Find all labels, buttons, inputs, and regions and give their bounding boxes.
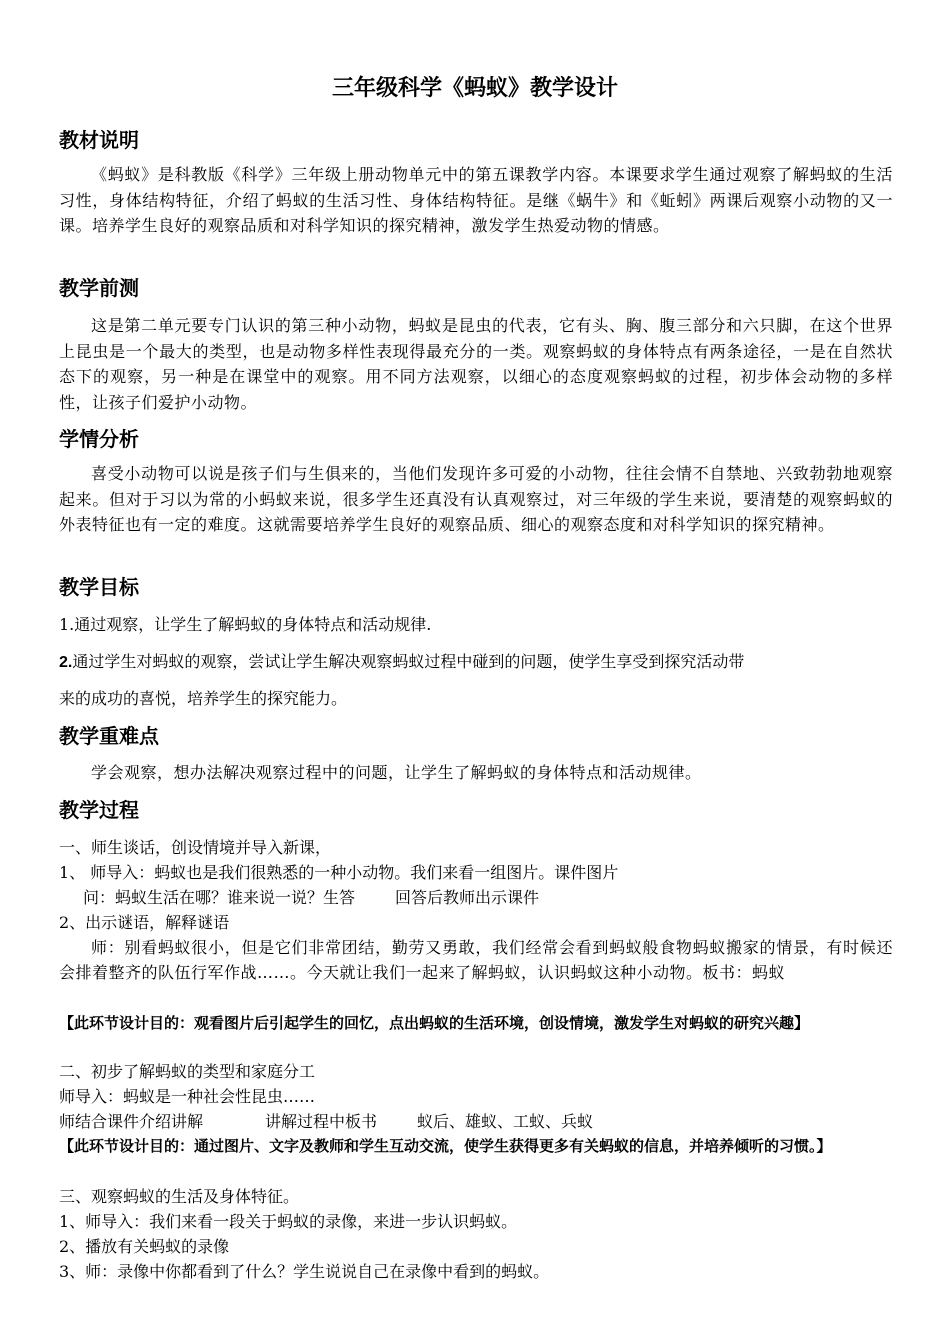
- process-line-11: 2、播放有关蚂蚁的录像: [59, 1237, 230, 1256]
- process-line-3-question: 问：蚂蚁生活在哪？谁来说一说？生答: [83, 888, 356, 907]
- section-body-textbook: 《蚂蚁》是科教版《科学》三年级上册动物单元中的第五课教学内容。本课要求学生通过观察了解蚂蚁的生活习性，身体结构特征，介绍了蚂蚁的生活习性、身体结构特征。是继《蜗牛》和《蚯蚓》两课后观察小动物的又一课。培养学生良好的观察品质和对科学知识的探究精神，激发学生热爱动物的情感。: [59, 165, 893, 235]
- section-body-analysis: 喜受小动物可以说是孩子们与生俱来的，当他们发现许多可爱的小动物，往往会情不自禁地、兴致勃勃地观察起来。但对于习以为常的小蚂蚁来说，很多学生还真没有认真观察过，对三年级的学生来说，要清楚的观察蚂蚁的外表特征也有一定的难度。这就需要培养学生良好的观察品质、细心的观察态度和对科学知识的探究精神。: [59, 464, 893, 534]
- process-line-8-part-b: 讲解过程中板书: [265, 1112, 378, 1131]
- design-note-2: 【此环节设计目的：通过图片、文字及教师和学生互动交流，使学生获得更多有关蚂蚁的信息，并培养倾听的习惯。】: [59, 1137, 832, 1155]
- section-heading-key-points: 教学重难点: [59, 724, 159, 748]
- section-heading-process: 教学过程: [59, 798, 139, 822]
- process-line-8: [59, 1109, 899, 1134]
- process-line-1: 一、师生谈话，创设情境并导入新课，: [59, 838, 332, 857]
- section-body-key-points: 学会观察，想办法解决观察过程中的问题，让学生了解蚂蚁的身体特点和活动规律。: [91, 763, 702, 782]
- process-paragraph-riddle: 师：别看蚂蚁很小，但是它们非常团结，勤劳又勇敢，我们经常会看到蚂蚁般食物蚂蚁搬家的情景，有时候还会排着整齐的队伍行军作战……。今天就让我们一起来了解蚂蚁，认识蚂蚁这种小动物。板书：蚂蚁: [59, 938, 893, 982]
- section-heading-textbook: 教材说明: [59, 128, 139, 152]
- document-title: 三年级科学《蚂蚁》教学设计: [331, 76, 618, 101]
- process-line-8-part-c: 蚁后、雄蚁、工蚁、兵蚁: [417, 1112, 594, 1131]
- section-heading-analysis: 学情分析: [59, 427, 139, 451]
- section-heading-goals: 教学目标: [59, 575, 139, 599]
- process-line-6: 二、初步了解蚂蚁的类型和家庭分工: [59, 1062, 316, 1081]
- goal-2-line-2: 来的成功的喜悦，培养学生的探究能力。: [59, 689, 348, 708]
- goal-2-text: 通过学生对蚂蚁的观察，尝试让学生解决观察蚂蚁过程中碰到的问题，使学生享受到探究活动带: [72, 652, 745, 671]
- design-note-1: 【此环节设计目的：观看图片后引起学生的回忆，点出蚂蚁的生活环境，创设情境，激发学生对蚂蚁的研究兴趣】: [59, 1014, 810, 1032]
- process-line-7: 师导入：蚂蚁是一种社会性昆虫……: [59, 1087, 316, 1106]
- process-line-2: 1、 师导入：蚂蚁也是我们很熟悉的一种小动物。我们来看一组图片。课件图片: [59, 863, 619, 882]
- process-line-3-action: 回答后教师出示课件: [395, 888, 540, 907]
- process-line-4: 2、出示谜语，解释谜语: [59, 913, 230, 932]
- goal-1: 1.通过观察，让学生了解蚂蚁的身体特点和活动规律.: [59, 615, 432, 634]
- process-line-3: [59, 885, 923, 910]
- goal-2-number: 2.: [59, 654, 73, 671]
- goal-2-line-1: [59, 649, 899, 675]
- process-line-10: 1、师导入：我们来看一段关于蚂蚁的录像，来进一步认识蚂蚁。: [59, 1212, 518, 1231]
- process-line-12: 3、师：录像中你都看到了什么？学生说说自己在录像中看到的蚂蚁。: [59, 1262, 550, 1281]
- process-line-8-part-a: 师结合课件介绍讲解: [59, 1112, 204, 1131]
- process-line-9: 三、观察蚂蚁的生活及身体特征。: [59, 1187, 300, 1206]
- section-heading-pretest: 教学前测: [59, 276, 139, 300]
- section-body-pretest: 这是第二单元要专门认识的第三种小动物，蚂蚁是昆虫的代表，它有头、胸、腹三部分和六只脚，在这个世界上昆虫是一个最大的类型，也是动物多样性表现得最充分的一类。观察蚂蚁的身体特点有两条途径，一是在自然状态下的观察，另一种是在课堂中的观察。用不同方法观察，以细心的态度观察蚂蚁的过程，初步体会动物的多样性，让孩子们爱护小动物。: [59, 316, 893, 412]
